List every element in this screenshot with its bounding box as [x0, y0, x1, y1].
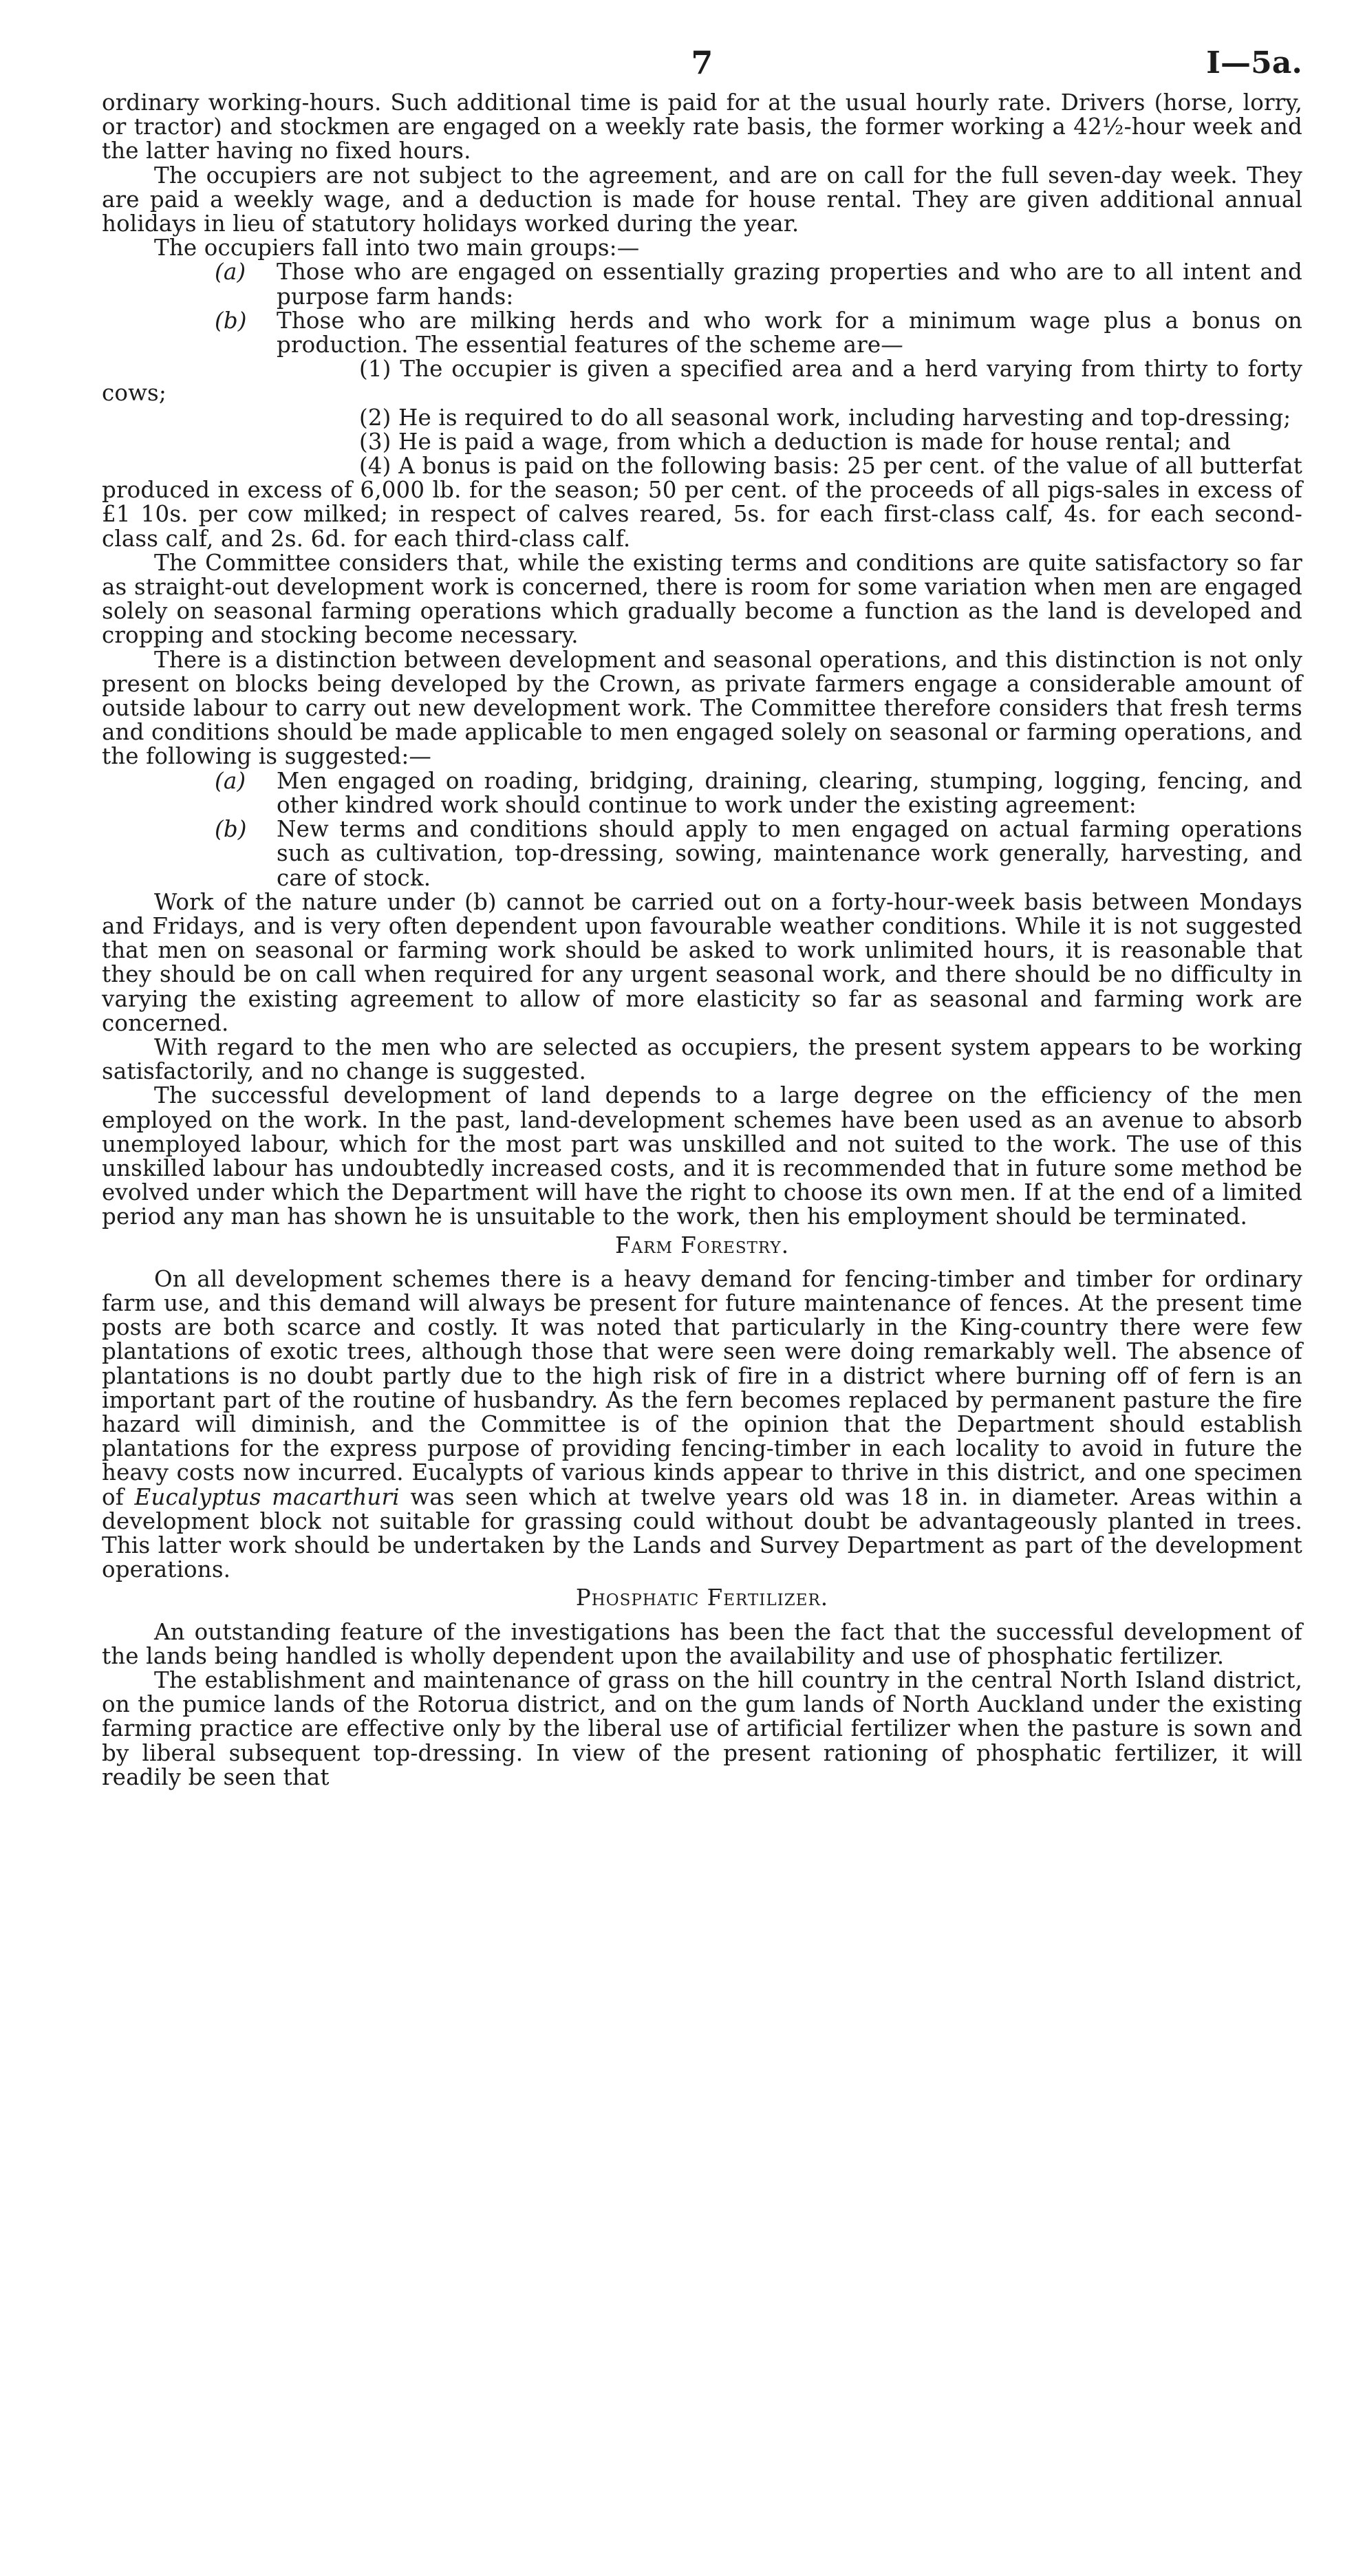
list-text: Men engaged on roading, bridging, draining, clearing, stumping, logging, fencing, and other kindred work should continue to work under the existing agreement: [277, 767, 1302, 818]
paragraph-distinction: There is a distinction between development and seasonal operations, and this distinction is not only present on blocks being developed by the Crown, as private farmers engage a considerable amount of outside labour to carry out new development work. The Committee therefore considers that fresh terms and conditions should be made applicable to men engaged solely on seasonal or farming operations, and the following is suggested:— [102, 646, 1302, 770]
paragraph-committee-considers: The Committee considers that, while the existing terms and conditions are quite satisfactory so far as straight-out development work is concerned, there is room for some variation when men are engaged solely on seasonal farming operations which gradually become a function as the land is developed and cropping and stocking become necessary. [102, 549, 1302, 649]
paragraph-occupiers-selected: With regard to the men who are selected as occupiers, the present system appears to be working satisfactorily, and no change is suggested. [102, 1033, 1302, 1085]
section-heading-farm-forestry: Farm Forestry. [614, 1232, 790, 1258]
list-text: New terms and conditions should apply to men engaged on actual farming operations such as cultivation, top-dressing, sowing, maintenance work generally, harvesting, and care of stock. [277, 816, 1302, 891]
document-reference: I—5a. [1206, 45, 1302, 80]
scheme-feature-3: (3) He is paid a wage, from which a deduction is made for house rental; and [359, 428, 1232, 455]
list-label: (b) [215, 816, 247, 843]
scheme-feature-4: (4) A bonus is paid on the following basis: 25 per cent. of the value of all butterfat produced in excess of 6,000 lb. for the season; 50 per cent. of the proceeds of all pigs-sales in excess of £1 10s. per cow milked; in respect of calves reared, 5s. for each first-class calf, 4s. for each second-class calf, and 2s. 6d. for each third-class calf. [102, 453, 1302, 552]
list-label: (a) [215, 767, 246, 794]
page-number: 7 [691, 44, 713, 81]
species-name: Eucalyptus macarthuri [134, 1483, 400, 1510]
document-page [102, 43, 1302, 1790]
paragraph-successful-development: The successful development of land depends to a large degree on the efficiency of the men employed on the work. In the past, land-development schemes have been used as an avenue to absorb unemployed labour, which for the most part was unskilled and not suited to the work. The use of this unskilled labour has undoubtedly increased costs, and it is recommended that in future some method be evolved under which the Department will have the right to choose its own men. If at the end of a limited period any man has shown he is unsuitable to the work, then his employment should be terminated. [102, 1082, 1302, 1230]
text-run: was seen which at twelve years old was 18 in. in diameter. Areas within a development block not suitable for grassing could without doubt be advantageously planted in trees. This latter work should be undertaken by the Lands and Survey Department as part of the development operations. [102, 1483, 1302, 1583]
list-item-suggestion-a [215, 769, 1302, 817]
page-header [102, 43, 1302, 91]
paragraph-occupiers-agreement: The occupiers are not subject to the agreement, and are on call for the full seven-day week. They are paid a weekly wage, and a deduction is made for house rental. They are given additional annual holidays in lieu of statutory holidays worked during the year. [102, 162, 1302, 237]
list-label: (a) [215, 259, 246, 286]
scheme-feature-2: (2) He is required to do all seasonal work, including harvesting and top-dressing; [359, 404, 1291, 431]
list-text: Those who are engaged on essentially grazing properties and who are to all intent and purpose farm hands: [277, 259, 1302, 310]
scheme-feature-1: (1) The occupier is given a specified area and a herd varying from thirty to forty cows; [102, 356, 1302, 407]
paragraph-work-nature: Work of the nature under (b) cannot be carried out on a forty-hour-week basis between Mondays and Fridays, and is very often dependent upon favourable weather conditions. While it is not suggested that men on seasonal or farming work should be asked to work unlimited hours, it is reasonable that they should be on call when required for any urgent seasonal work, and there should be no difficulty in varying the existing agreement to allow of more elasticity so far as seasonal and farming work are concerned. [102, 888, 1302, 1036]
list-label: (b) [215, 307, 247, 334]
paragraph-fencing-timber [102, 1267, 1302, 1582]
list-item-group-a [215, 260, 1302, 308]
paragraph-grass-establishment: The establishment and maintenance of grass on the hill country in the central North Island district, on the pumice lands of the Rotorua district, and on the gum lands of North Auckland under the existing farming practice are effective only by the liberal use of artificial fertilizer when the pasture is sown and by liberal subsequent top-dressing. In view of the present rationing of phosphatic fertilizer, it will readily be seen that [102, 1667, 1302, 1790]
list-item-suggestion-b [215, 817, 1302, 890]
text-run: On all development schemes there is a heavy demand for fencing-timber and timber for ordinary farm use, and this demand will always be present for future maintenance of fences. At the present time posts are both scarce and costly. It was noted that particularly in the King-country there were few plantations of exotic trees, although those that were seen were doing remarkably well. The absence of plantations is no doubt partly due to the high risk of fire in a district where burning off of fern is an important part of the routine of husbandry. As the fern becomes replaced by permanent pasture the fire hazard will diminish, and the Committee is of the opinion that the Department should establish plantations for the express purpose of providing fencing-timber in each locality to avoid in future the heavy costs now incurred. Eucalypts of various kinds appear to thrive in this district, and one specimen of [102, 1265, 1302, 1510]
list-text: Those who are milking herds and who work for a minimum wage plus a bonus on production. The essential features of the scheme are— [277, 307, 1302, 358]
paragraph-working-hours: ordinary working-hours. Such additional time is paid for at the usual hourly rate. Drivers (horse, lorry, or tractor) and stockmen are engaged on a weekly rate basis, the former working a 42½-hour week and the latter having no fixed hours. [102, 89, 1302, 164]
paragraph-outstanding-feature: An outstanding feature of the investigations has been the fact that the successful development of the lands being handled is wholly dependent upon the availability and use of phosphatic fertilizer. [102, 1618, 1302, 1669]
paragraph-occupier-groups: The occupiers fall into two main groups:— [154, 235, 640, 261]
list-item-group-b [215, 309, 1302, 357]
section-heading-phosphatic-fertilizer: Phosphatic Fertilizer. [575, 1585, 829, 1611]
